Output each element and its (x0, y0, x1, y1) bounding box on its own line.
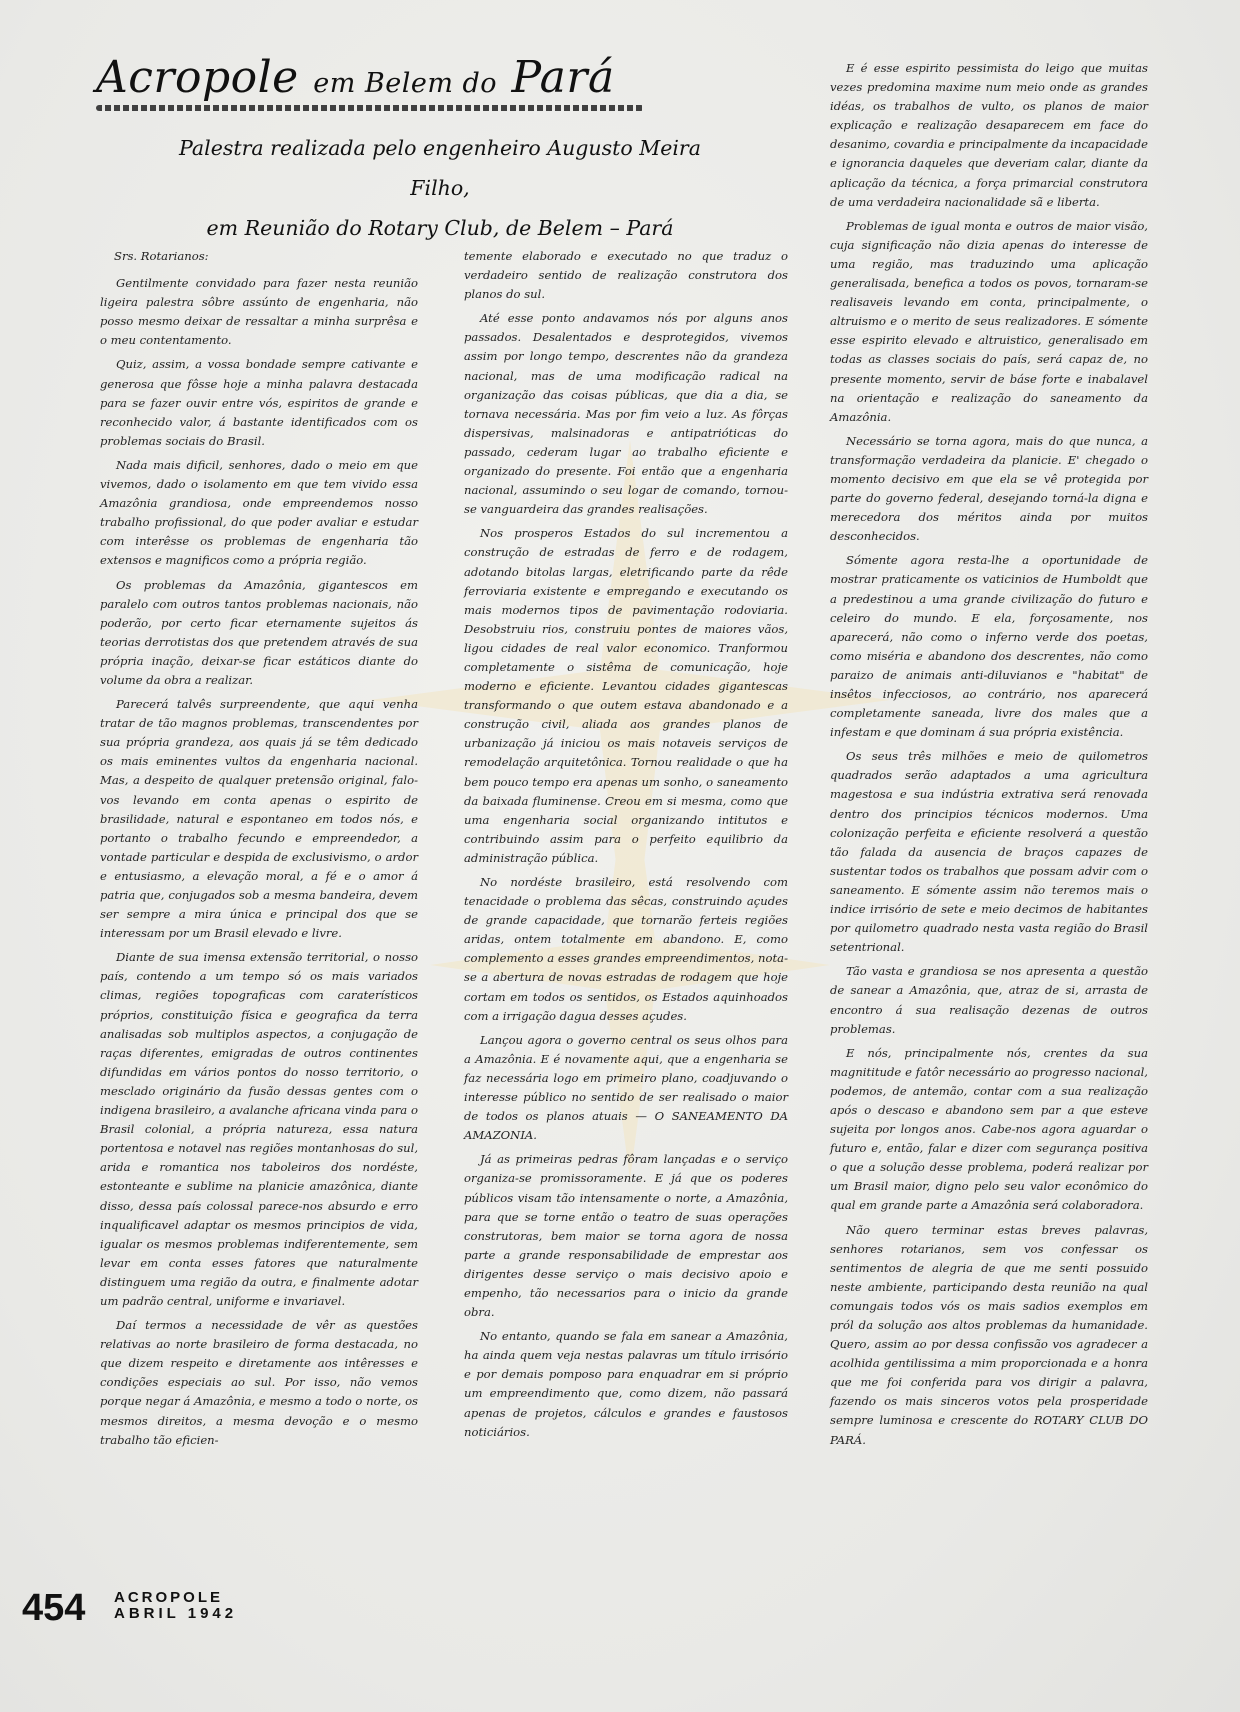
text-column-1 (100, 247, 418, 1455)
paragraph: Quiz, assim, a vossa bondade sempre cativante e generosa que fôsse hoje a minha palavra destacada para se fazer ouvir entre vós, espiritos de grande e reconhecido valor, á bastante identificados com os problemas sociais do Brasil. (100, 357, 418, 448)
paragraph: Daí termos a necessidade de vêr as questões relativas ao norte brasileiro de forma destacada, no que dizem respeito e diretamente aos intêresses e condições especiais ao sul. Por isso, não vemos porque negar á Amazônia, e mesmo a todo o norte, os mesmos direitos, a mesma devoção e o mesmo trabalho tão eficien- (100, 1318, 418, 1447)
paragraph: Parecerá talvês surpreendente, que aqui venha tratar de tão magnos problemas, transcendentes por sua própria grandeza, aos quais já se têm dedicado os mais eminentes vultos da engenharia nacional. Mas, a despeito de qualquer pretensão original, falo-vos levando em conta apenas o espirito de brasilidade, natural e espontaneo em todos nós, e portanto o trabalho fecundo e empreendedor, a vontade particular e despida de exclusivismo, o ardor e entusiasmo, a elevação moral, a fé e o amor á patria que, conjugados sob a mesma bandeira, devem ser sempre a mira única e principal dos que se interessam por um Brasil elevado e livre. (100, 697, 418, 941)
magazine-masthead (114, 1590, 237, 1622)
article-subtitle (160, 128, 720, 248)
text-column-3 (830, 59, 1148, 1455)
paragraph: Nada mais dificil, senhores, dado o meio em que vivemos, dado o isolamento em que tem vivido essa Amazônia grandiosa, onde empreendemos nosso trabalho profissional, do que poder avaliar e estudar com interêsse os problemas de engenharia tão extensos e magnificos como a própria região. (100, 457, 418, 568)
paragraph: No nordéste brasileiro, está resolvendo com tenacidade o problema das sêcas, construindo açudes de grande capacidade, que tornarão ferteis regiões aridas, ontem totalmente em abandono. E, como complemento a esses grandes empreendimentos, nota-se a abertura de novas estradas de rodagem que hoje cortam em todos os sentidos, os Estados aquinhoados com a irrigação dagua desses açudes. (464, 875, 788, 1023)
paragraph: Problemas de igual monta e outros de maior visão, cuja significação não dizia apenas do interesse de uma região, mas traduzindo uma aplicação generalisada, benefica a todos os povos, tornaram-se realisaveis levando em conta, principalmente, o altruismo e o merito de seus realizadores. E sómente esse espirito elevado e altruistico, generalisado em todas as classes sociais do país, será capaz de, no presente momento, servir de báse forte e inabalavel na orientação e realização do saneamento da Amazônia. (830, 218, 1148, 424)
subtitle-line-2: em Reunião do Rotary Club, de Belem – Pará (206, 216, 674, 240)
salutation: Srs. Rotarianos: (114, 249, 209, 263)
issue-date: ABRIL 1942 (114, 1605, 238, 1622)
paragraph-continued: temente elaborado e executado no que traduz o verdadeiro sentido de realização construtora dos planos do sul. (464, 249, 788, 302)
paragraph: Nos prosperos Estados do sul incrementou a construção de estradas de ferro e de rodagem, adotando bitolas largas, eletrificando parte da rêde ferroviaria existente e empregando e executando os mais modernos tipos de pavimentação rodoviaria. Desobstruiu rios, construiu pontes de maiores vãos, ligou cidades de real valor economico. Tranformou completamente o sistêma de comunicação, hoje moderno e eficiente. Levantou cidades gigantescas transformando o que outem estava abandonado e a construção civil, aliada aos grandes planos de urbanização já iniciou os mais notaveis serviços de remodelação arquitetônica. Tornou realidade o que ha bem pouco tempo era apenas um sonho, o saneamento da baixada fluminense. Creou em si mesma, como que uma engenharia social organizando intitutos e contribuindo assim para o perfeito equilibrio da administração pública. (464, 526, 788, 865)
text-column-2 (464, 247, 788, 1447)
paragraph: Necessário se torna agora, mais do que nunca, a transformação verdadeira da planicie. E' chegado o momento decisivo em que ela se vê protegida por parte do governo federal, desejando torná-la digna e merecedora dos méritos ainda por muitos desconhecidos. (830, 433, 1148, 544)
paragraph: Gentilmente convidado para fazer nesta reunião ligeira palestra sôbre assúnto de engenharia, não posso mesmo deixar de ressaltar a minha surprêsa e o meu contentamento. (100, 276, 418, 348)
paragraph: Os seus três milhões e meio de quilometros quadrados serão adaptados a uma agricultura magestosa e sua indústria extrativa será renovada dentro dos principios técnicos modernos. Uma colonização perfeita e eficiente resolverá a questão tão falada da ausencia de braços capazes de sustentar todos os trabalhos que possam advir com o saneamento. E sómente assim não teremos mais o indice irrisório de sete e meio decimos de habitantes por quilometro quadrado nesta vasta região do Brasil setentrional. (830, 749, 1148, 955)
paragraph: Diante de sua imensa extensão territorial, o nosso país, contendo a um tempo só os mais variados climas, regiões topograficas com caraterísticos próprios, constituição física e geografica da terra analisadas sob multiplos aspectos, a conjugação de raças diferentes, emigradas de outros continentes difundidas em vários pontos do nosso territorio, o mesclado originário da fusão dessas gentes com o indigena brasileiro, a avalanche africana vinda para o Brasil colonial, a própria natureza, essa natura portentosa e notavel nas regiões montanhosas do sul, arida e romantica nos taboleiros dos nordéste, estonteante e sublime na planicie amazônica, diante disso, dessa país colossal parece-nos absurdo e erro inqualificavel adaptar os mesmos principios de vida, igualar os mesmos problemas indiferentemente, sem levar em conta esses fatores que naturalmente distinguem uma região da outra, e finalmente adotar um padrão central, uniforme e invariavel. (100, 950, 418, 1308)
article-title-block (96, 52, 696, 111)
paragraph: Sómente agora resta-lhe a oportunidade de mostrar praticamente os vaticinios de Humboldt que a predestinou a uma grande civilização do futuro e celeiro do mundo. E ela, forçosamente, nos aparecerá, não como o inferno verde dos poetas, como miséria e abandono dos descrentes, não como paraizo de animais anti-diluvianos e "habitat" de insêtos infecciosos, ao contrário, nos aparecerá completamente saneada, livre dos males que a infestam e que dominam á sua própria existência. (830, 553, 1148, 740)
paragraph: Tão vasta e grandiosa se nos apresenta a questão de sanear a Amazônia, que, atraz de si, arrasta de encontro á sua realisação dezenas de outros problemas. (830, 964, 1148, 1036)
paragraph: Não quero terminar estas breves palavras, senhores rotarianos, sem vos confessar os sentimentos de alegria de que me senti possuido neste ambiente, participando desta reunião na qual comungais todos vós os mais sadios exemplos em pról da solução aos altos problemas da humanidade. Quero, assim ao por dessa confissão vos agradecer a acolhida gentilissima a mim proporcionada e a honra que me foi conferida para vos dirigir a palavra, fazendo os mais sinceros votos pela prosperidade sempre luminosa e crescente do ROTARY CLUB DO PARÁ. (830, 1222, 1148, 1447)
paragraph: Até esse ponto andavamos nós por alguns anos passados. Desalentados e desprotegidos, vivemos assim por longo tempo, descrentes não da grandeza nacional, mas de uma modificação radical na organização das coisas públicas, que dia a dia, se tornava necessária. Mas por fim veio a luz. As fôrças dispersivas, malsinadoras e antipatrióticas do passado, cederam lugar ao trabalho eficiente e organizado do presente. Foi então que a engenharia nacional, assumindo o seu logar de comando, tornou-se vanguardeira das grandes realisações. (464, 311, 788, 517)
paragraph: E nós, principalmente nós, crentes da sua magnititude e fatôr necessário ao progresso nacional, podemos, de antemão, contar com a sua realização após o descaso e abandono sem par a que esteve sujeita por longos anos. Cabe-nos agora aguardar o futuro e, então, falar e dizer com segurança positiva o que a solução desse problema, poderá realizar por um Brasil maior, digno pelo seu valor econômico do qual em grande parte a Amazônia será colaboradora. (830, 1045, 1148, 1213)
article-title: Acropole em Belem do Pará (96, 52, 615, 103)
page-number: 454 (22, 1587, 86, 1629)
paragraph: No entanto, quando se fala em sanear a Amazônia, ha ainda quem veja nestas palavras um título irrisório e por demais pomposo para enquadrar em si próprio um empreendimento que, como dizem, não passará apenas de projetos, cálculos e grandes e faustosos noticiários. (464, 1329, 788, 1439)
paragraph: Lançou agora o governo central os seus olhos para a Amazônia. E é novamente aqui, que a engenharia se faz necessária logo em primeiro plano, coadjuvando o interesse público no sentido de ser realisado o maior de todos os planos atuais — O SANEAMENTO DA AMAZONIA. (464, 1032, 788, 1143)
magazine-name: ACROPOLE (114, 1589, 224, 1606)
paragraph: Já as primeiras pedras fôram lançadas e o serviço organiza-se promissoramente. E já que os poderes públicos visam tão intensamente o norte, a Amazônia, para que se torne então o teatro de suas operações construtoras, bem maior se torna agora de nossa parte a grande responsabilidade de emprestar aos dirigentes desse serviço o mais decisivo apoio e empenho, tão necessarios para o inicio da grande obra. (464, 1152, 788, 1320)
title-underline (96, 105, 644, 111)
paragraph: Os problemas da Amazônia, gigantescos em paralelo com outros tantos problemas nacionais, não poderão, por certo ficar eternamente sujeitos ás teorias derrotistas dos que pretendem através de sua própria inação, deixar-se ficar estáticos diante do volume da obra a realizar. (100, 577, 418, 687)
paragraph: E é esse espirito pessimista do leigo que muitas vezes predomina maxime num meio onde as grandes idéas, os trabalhos de vulto, os planos de maior explicação e realização desaparecem em face do desanimo, covardia e principalmente da incapacidade e ignorancia daqueles que deveriam calar, diante da aplicação da técnica, a força primarcial construtora de uma verdadeira nacionalidade sã e liberta. (830, 61, 1148, 209)
subtitle-line-1: Palestra realizada pelo engenheiro Augusto Meira Filho, (179, 136, 701, 200)
